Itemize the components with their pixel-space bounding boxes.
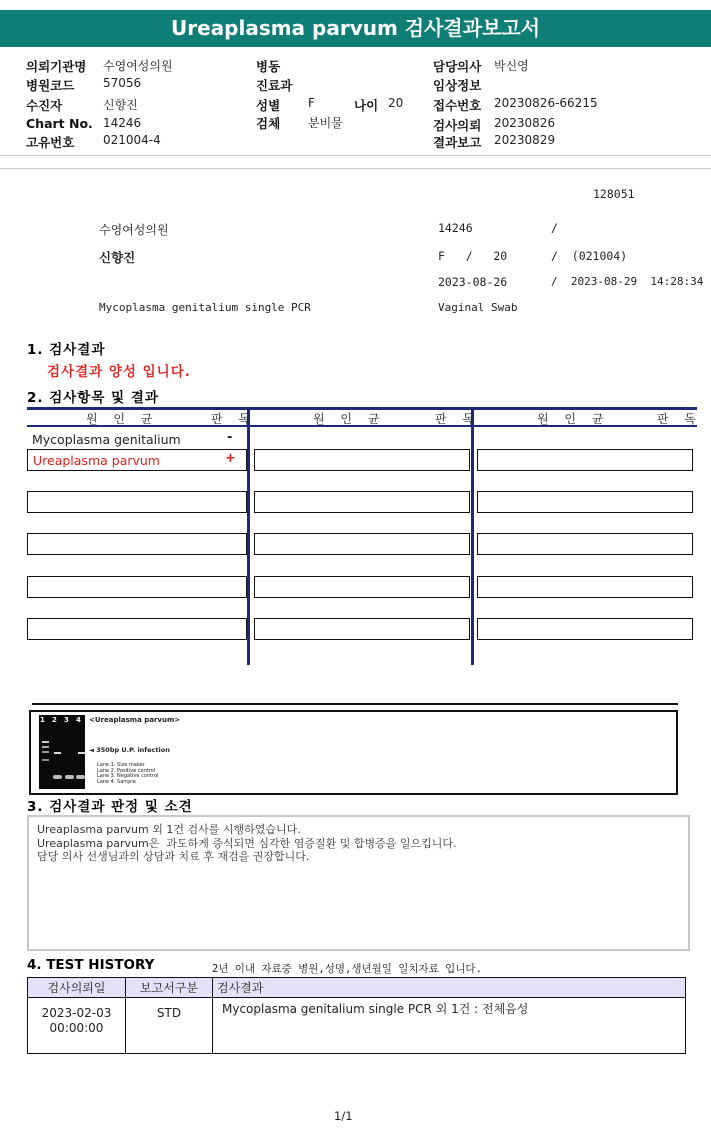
table-row-empty (27, 533, 247, 555)
value-specimen: 분비물 (308, 116, 343, 130)
gel-legend-item: Lane 4. Sample (97, 778, 136, 785)
section3-title: 3. 검사결과 판정 및 소견 (27, 799, 193, 815)
item-result-2: + (225, 451, 236, 466)
table-row-empty (477, 491, 693, 513)
gel-top-rule (32, 703, 678, 705)
table-row-empty (254, 491, 470, 513)
col-head-organism-2: 원 인 균 (313, 412, 386, 426)
section2-title: 2. 검사항목 및 결과 (27, 390, 159, 406)
col-head-judge-2: 판 독 (435, 412, 480, 426)
history-type: STD (126, 998, 213, 1054)
gel-primer-band (65, 775, 74, 779)
gel-band-text: 350bp U.P. infection (96, 746, 170, 754)
gel-primer-band (76, 775, 85, 779)
section4-note: 2년 이내 자료중 병원,성명,생년월일 일치자료 입니다. (212, 963, 482, 975)
history-header-date: 검사의뢰일 (28, 978, 126, 998)
info-request-date: 2023-08-26 (438, 275, 508, 289)
gel-primer-band (53, 775, 62, 779)
history-time: 00:00:00 (49, 1021, 104, 1035)
table-row-empty (477, 449, 693, 471)
label-chart-no: Chart No. (26, 116, 93, 131)
gel-ladder-band (42, 759, 49, 761)
table-divider-2 (471, 407, 474, 665)
table-row-empty (254, 449, 470, 471)
opinion-line: 담당 의사 선생님과의 상담과 치료 후 재검을 권장합니다. (37, 850, 310, 863)
gel-legend-item: Lane 3. Negative control (97, 773, 159, 779)
history-header-type: 보고서구분 (126, 978, 213, 998)
info-clinic: 수영여성의원 (99, 223, 169, 237)
gel-image (39, 715, 85, 789)
info-specimen: Vaginal Swab (438, 301, 518, 314)
gel-ladder-band (42, 741, 49, 743)
table-divider-1 (247, 407, 250, 665)
value-sex: F (308, 96, 315, 110)
table-row-empty (477, 618, 693, 640)
table-row-empty (27, 618, 247, 640)
table-row-empty (477, 533, 693, 555)
section4-title: 4. TEST HISTORY (27, 957, 155, 973)
header-divider-2 (0, 168, 711, 169)
value-request-date: 20230826 (494, 116, 556, 130)
info-sex-age: F / 20 (438, 249, 508, 263)
gel-lane-4: 4 (76, 716, 81, 724)
value-hospital-code: 57056 (103, 76, 142, 90)
opinion-line: Ureaplasma parvum은 과도하게 증식되면 심각한 염증질환 및 합병증을 일으킵니다. (37, 836, 457, 850)
gel-positive-band (54, 752, 61, 754)
info-id-code: / (021004) (551, 249, 628, 263)
col-head-judge-3: 판 독 (657, 412, 702, 426)
value-chart-no: 14246 (103, 116, 142, 130)
history-date-cell (28, 998, 126, 1054)
value-doctor: 박신영 (494, 59, 529, 73)
table-row-empty (27, 491, 247, 513)
value-report-date: 20230829 (494, 133, 556, 147)
gel-legend-item: Lane 1. Size maker (97, 762, 145, 768)
table-row-empty (477, 576, 693, 598)
label-clinical-info: 임상정보 (433, 78, 482, 93)
value-unique-no: 021004-4 (103, 133, 161, 147)
gel-legend-item: Lane 2. Positive control (97, 767, 156, 774)
table-row (28, 998, 686, 1054)
section1-result: 검사결과 양성 입니다. (47, 364, 191, 380)
gel-lane-3: 3 (64, 716, 69, 724)
label-hospital-code: 병원코드 (26, 78, 75, 93)
info-number: 128051 (593, 187, 635, 201)
history-result: Mycoplasma genitalium single PCR 외 1건 : 전체음성 (213, 998, 686, 1054)
report-title: Ureaplasma parvum 검사결과보고서 (0, 10, 711, 47)
item-result-1: - (227, 430, 233, 445)
info-slash: / (551, 221, 558, 235)
label-department: 진료과 (256, 78, 293, 93)
opinion-line: Ureaplasma parvum 외 1건 검사를 시행하였습니다. (37, 823, 301, 836)
label-age: 나이 (354, 98, 379, 113)
header-divider (0, 155, 711, 156)
info-test-name: Mycoplasma genitalium single PCR (99, 301, 311, 314)
opinion-box (27, 815, 690, 951)
table-row-empty (27, 576, 247, 598)
section1-title: 1. 검사결과 (27, 342, 106, 358)
value-age: 20 (388, 96, 404, 110)
gel-lane-2: 2 (52, 716, 57, 724)
label-institution: 의뢰기관명 (26, 59, 87, 74)
arrow-left-icon: ◄ (89, 746, 94, 754)
info-report-datetime: / 2023-08-29 14:28:34 (551, 275, 704, 288)
page-number: 1/1 (334, 1109, 353, 1123)
col-head-judge-1: 판 독 (211, 412, 256, 426)
info-name: 신향진 (99, 250, 136, 265)
label-sex: 성별 (256, 98, 281, 113)
item-name-1: Mycoplasma genitalium (32, 432, 181, 447)
gel-ladder-band (42, 746, 49, 748)
info-chart: 14246 (438, 221, 473, 235)
value-patient: 신향진 (103, 98, 138, 112)
item-name-2: Ureaplasma parvum (33, 453, 160, 468)
label-unique-no: 고유번호 (26, 135, 75, 150)
label-receipt-no: 접수번호 (433, 98, 482, 113)
label-ward: 병동 (256, 59, 281, 74)
label-request-date: 검사의뢰 (433, 118, 482, 133)
table-row-empty (254, 576, 470, 598)
label-report-date: 결과보고 (433, 135, 482, 150)
history-date: 2023-02-03 (41, 1006, 112, 1020)
label-specimen: 검체 (256, 116, 281, 131)
gel-title: <Ureaplasma parvum> (89, 716, 181, 724)
col-head-organism-1: 원 인 균 (86, 412, 159, 426)
table-row (27, 449, 247, 471)
gel-ladder-band (42, 751, 49, 753)
gel-legend (97, 763, 158, 785)
history-table (27, 977, 686, 1054)
history-header-result: 검사결과 (213, 978, 686, 998)
table-row-empty (254, 533, 470, 555)
value-receipt-no: 20230826-66215 (494, 96, 598, 110)
value-institution: 수영여성의원 (103, 59, 173, 73)
gel-band-label (89, 746, 170, 754)
gel-sample-band (78, 752, 85, 754)
table-row-empty (254, 618, 470, 640)
col-head-organism-3: 원 인 균 (537, 412, 610, 426)
gel-panel (29, 710, 678, 795)
gel-lane-1: 1 (40, 716, 45, 724)
opinion-text (37, 823, 457, 864)
label-patient: 수진자 (26, 98, 63, 113)
label-doctor: 담당의사 (433, 59, 482, 74)
